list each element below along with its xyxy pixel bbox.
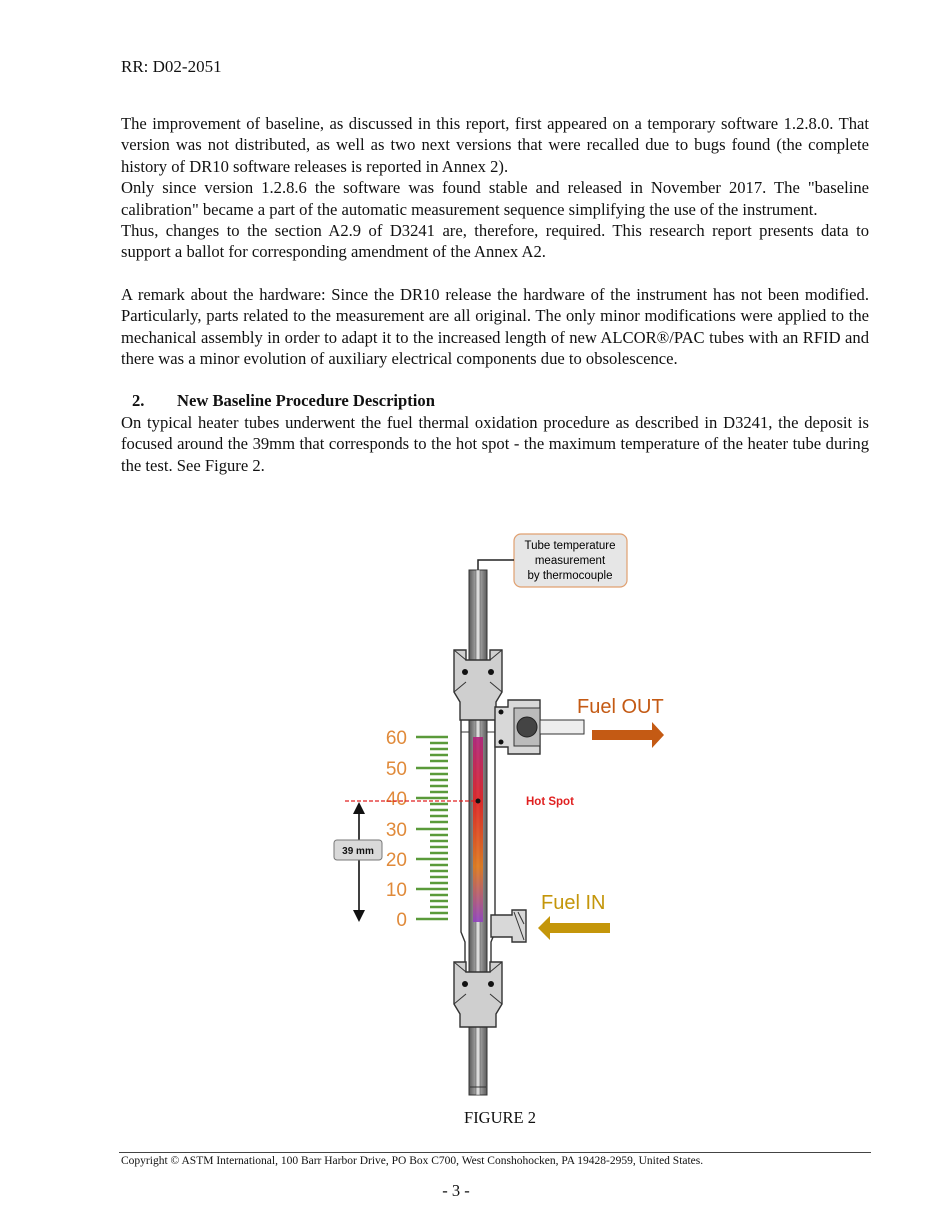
hot-spot-marker [345,796,574,808]
callout-line-2: measurement [534,555,606,567]
section-title: New Baseline Procedure Description [177,391,435,411]
heater-tube-figure [330,532,670,1102]
scale-label-40: 40 [385,789,407,810]
dimension-label: 39 mm [342,846,374,857]
section-heading [121,390,869,411]
footer-divider [119,1152,871,1153]
fuel-in-label: Fuel IN [541,892,606,914]
dimension-39mm [334,802,382,922]
scale-label-20: 20 [385,850,407,871]
fuel-in-arrow [538,916,610,940]
scale-label-0: 0 [396,910,407,931]
thermocouple-callout [478,534,627,587]
hot-spot-label: Hot Spot [526,796,574,808]
scale-label-10: 10 [385,880,407,901]
scale-label-30: 30 [385,820,407,841]
paragraph-changes-required: Thus, changes to the section A2.9 of D3241 are, therefore, required. This research report presents data to support a ballot for corresponding amendment of the Annex A2. [121,221,869,262]
scale-label-60: 60 [385,728,407,749]
fuel-out-label: Fuel OUT [577,696,664,718]
fuel-out-indicator [577,696,664,748]
copyright-notice: Copyright © ASTM International, 100 Barr Harbor Drive, PO Box C700, West Conshohocken, PA 19428-2959, United States. [121,1155,704,1167]
callout-line-1: Tube temperature [524,540,616,552]
paragraph-hot-spot: On typical heater tubes underwent the fuel thermal oxidation procedure as described in D3241, the deposit is focused around the 39mm that corresponds to the hot spot - the maximum temperature of the heater tube during the test. See Figure 2. [121,412,869,475]
page-number: - 3 - [442,1181,470,1200]
figure-caption: FIGURE 2 [464,1108,536,1127]
document-id-header: RR: D02-2051 [121,57,222,76]
scale-label-50: 50 [385,759,407,780]
fuel-out-arrow [592,722,664,748]
paragraph-stable-release: Only since version 1.2.8.6 the software was found stable and released in November 2017. The "baseline calibration" became a part of the automatic measurement sequence simplifying the use of the instrument. [121,178,869,219]
paragraph-software-history: The improvement of baseline, as discussed in this report, first appeared on a temporary software 1.2.8.0. That version was not distributed, as well as two next versions that were recalled due to bugs found (the complete history of DR10 software releases is reported in Annex 2). [121,114,869,176]
section-number: 2. [132,391,145,411]
fuel-in-indicator [538,892,610,940]
scale-ruler [416,737,448,919]
callout-line-3: by thermocouple [527,570,613,582]
paragraph-hardware-remark: A remark about the hardware: Since the DR10 release the hardware of the instrument has not been modified. Particularly, parts related to the measurement are all original. The only minor modifications were applied to the mechanical assembly in order to adapt it to the increased length of new ALCOR®/PAC tubes with an RFID and there was a minor evolution of auxiliary electrical components due to obsolescence. [121,284,869,369]
body-text [121,113,869,476]
heater-tube-assembly [454,570,584,1102]
